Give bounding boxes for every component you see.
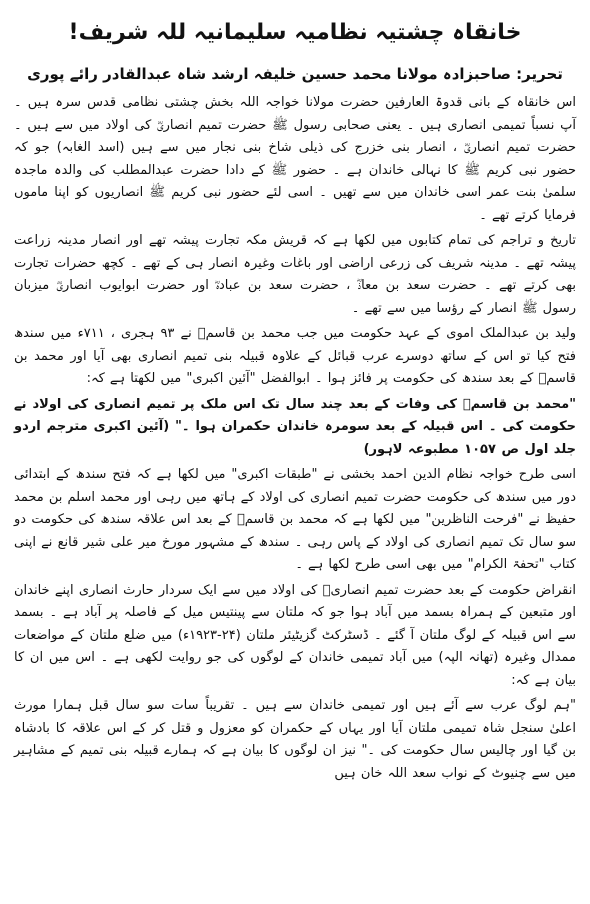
paragraph-multan-settlement: انقراض حکومت کے بعد حضرت تمیم انصاریؓ کی اولاد میں سے ایک سردار حارث انصاری اپنے خاندان اور متبعین کے ہمراہ بسمد میں آباد ہوا جو کہ ملتان سے پینتیس میل کے فاصلہ پر آباد ہے ۔ بسمد سے اس قبیلہ کے لوگ ملتان آ گئے ۔ ڈسٹرکٹ گزیٹیئر ملتان (۲۴-۱۹۲۳ء) میں ضلع ملتان کے مواضعات ممدال وغیرہ (تھانہ الپہ) میں آباد تمیمی خاندان کے لوگوں کی جو روایت لکھی ہے ۔ اس میں ان کا بیان ہے کہ: <box>14 582 576 688</box>
author-byline: تحریر: صاحبزادہ مولانا محمد حسین خلیفہ ارشد شاہ عبدالقادر رائے پوری <box>27 65 563 83</box>
paragraph-quote-ain-akbari: "محمد بن قاسمؒ کی وفات کے بعد چند سال تک اس ملک پر تمیم انصاری کی اولاد نے حکومت کی ۔ اس قبیلہ کے بعد سومرہ خاندان حکمران ہوا ۔" (آئین اکبری مترجم اردو جلد اول ص ۱۰۵۷ مطبوعہ لاہور) <box>14 396 576 457</box>
paragraph-trade: تاریخ و تراجم کی تمام کتابوں میں لکھا ہے کہ قریش مکہ تجارت پیشہ تھے اور انصار مدینہ زراعت پیشہ تھے ۔ مدینہ شریف کی زرعی اراضی اور باغات وغیرہ انصار ہی کے تھے ۔ کچھ حضرات تجارت بھی کرتے تھے ۔ حضرت سعد بن معاذؓ ، حضرت سعد بن عبادہؓ اور حضرت ابوایوب انصاریؓ میزبان رسول ﷺ انصار کے رؤسا میں سے تھے ۔ <box>14 233 576 316</box>
paragraph-quote-tamimi: "ہم لوگ عرب سے آئے ہیں اور تمیمی خاندان سے ہیں ۔ تقریباً سات سو سال قبل ہمارا مورث اعلیٰ سنجل شاہ تمیمی ملتان آیا اور یہاں کے حکمران کو معزول و قتل کر کے اس علاقہ کا بادشاہ بن گیا اور چالیس سال حکومت کی ۔" نیز ان لوگوں کا بیان ہے کہ ہمارے قبیلہ بنی تمیم کے مشاہیر میں سے چنیوٹ کے نواب سعد اللہ خان ہیں <box>14 698 576 781</box>
paragraph-founder: اس خانقاہ کے بانی قدوۃ العارفین حضرت مولانا خواجہ اللہ بخش چشتی نظامی قدس سرہ ہیں ۔ آپ نسباً تمیمی انصاری ہیں ۔ یعنی صحابی رسول ﷺ حضرت تمیم انصاریؓ کی اولاد میں سے ہیں ۔ حضرت تمیم انصاریؓ ، انصار بنی خزرج کی ذیلی شاخ بنی نجار میں سے ہیں (اسد الغابہ) جو کہ حضور نبی کریم ﷺ کا نہالی خاندان ہے ۔ حضور ﷺ کے دادا حضرت عبدالمطلب کی والدہ ماجدہ سلمیٰ بنت عمر اسی خاندان میں سے تھیں ۔ اسی لئے حضور نبی کریم ﷺ انصاریوں کو اپنا ماموں فرمایا کرتے تھے ۔ <box>14 95 576 223</box>
paragraph-tabaqat-akbari: اسی طرح خواجہ نظام الدین احمد بخشی نے "طبقات اکبری" میں لکھا ہے کہ فتح سندھ کے ابتدائی دور میں سندھ کی حکومت حضرت تمیم انصاری کی اولاد کے ہاتھ میں رہی اور محمد اسلم بن محمد حفیظ نے "فرحت الناظرین" میں لکھا ہے کہ محمد بن قاسمؒ کے بعد اس علاقہ سندھ کی حکومت دو سو سال تک تمیم انصاری کی اولاد کے پاس رہی ۔ سندھ کے مشہور مورخ میر علی شیر قانع نے اپنی کتاب "تحفۃ الکرام" میں بھی اسی طرح لکھا ہے ۔ <box>14 467 576 572</box>
paragraph-sindh-conquest: ولید بن عبدالملک اموی کے عہد حکومت میں جب محمد بن قاسمؒ نے ۹۳ ہجری ، ۷۱۱ء میں سندھ فتح کیا تو اس کے ساتھ دوسرے عرب قبائل کے علاوہ قبیلہ بنی تمیم انصاری بھی آیا اور محمد بن قاسمؒ کے بعد سندھ کی حکومت پر فائز ہوا ۔ ابوالفضل "آئین اکبری" میں لکھتا ہے کہ: <box>14 326 576 386</box>
page-title: خانقاہ چشتیہ نظامیہ سلیمانیہ للہ شریف! <box>68 20 522 45</box>
